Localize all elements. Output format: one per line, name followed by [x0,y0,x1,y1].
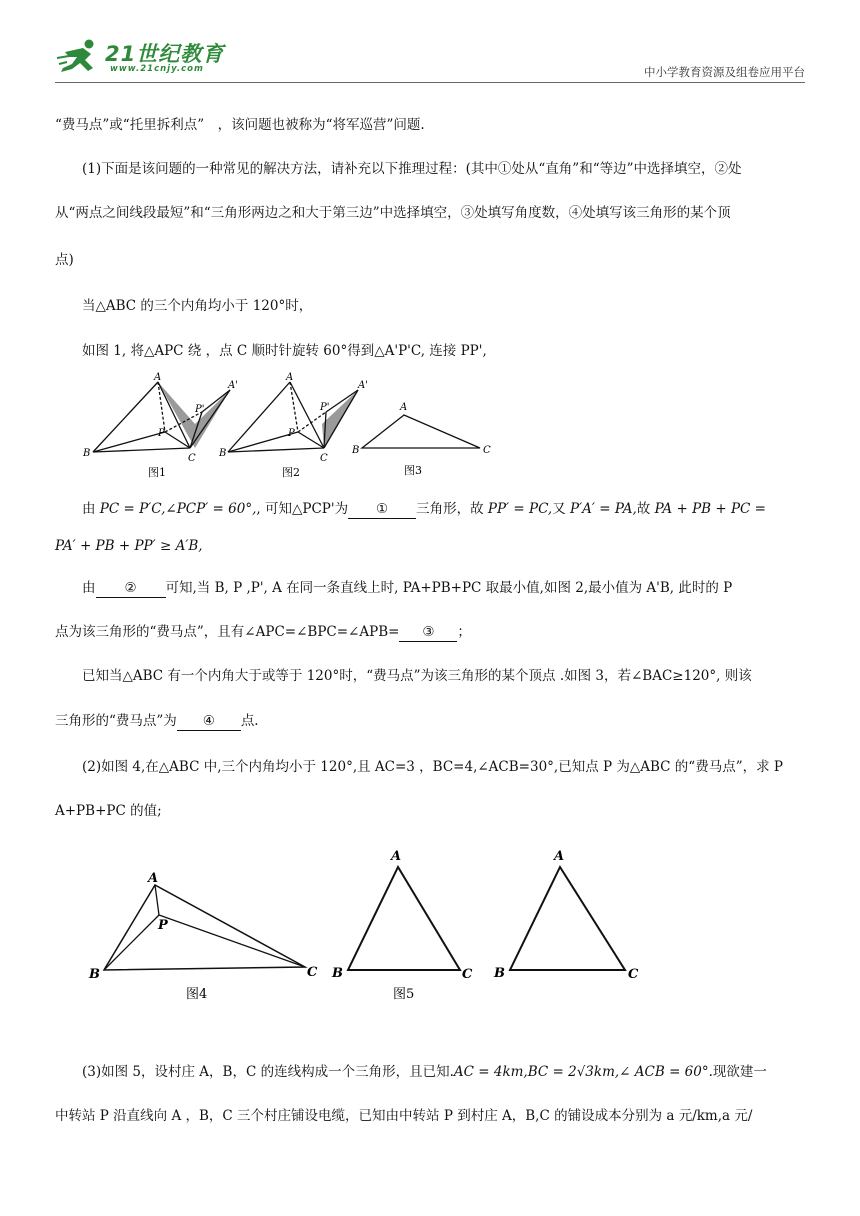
text: , 可知△PCP'为 [256,501,349,517]
fig6-label-C: C [628,967,639,982]
figure-5 [331,849,473,1002]
figures-1-3 [80,370,500,482]
page-header [55,30,805,85]
fig6-label-B: B [494,966,505,981]
header-divider [55,82,805,83]
blank-2[interactable]: ② [96,579,166,598]
fig1-label-P: P [158,428,165,439]
fig3-caption: 图3 [404,464,422,477]
header-tagline: 中小学教育资源及组卷应用平台 [644,65,805,79]
fig1-label-B: B [83,448,91,459]
intro-line: “费马点”或“托里拆利点” ，该问题也被称为“将军巡营”问题. [55,117,425,133]
math-expression: PA + PB + PC = [654,501,766,517]
fig5-label-B: B [332,966,343,981]
logo-text: 21世纪教育 [105,42,225,66]
fig3-label-B: B [352,445,360,456]
fig4-label-C: C [307,965,318,980]
blank-3[interactable]: ③ [399,623,457,642]
blank-4[interactable]: ④ [177,712,241,731]
proof-step-2: PA′ + PB + PP′ ≥ A′B, [55,538,203,554]
math-expression: P′A′ = PA, [570,501,637,517]
q1-line-3: 点) [55,252,74,268]
figure-3 [351,402,491,477]
fig2-label-A: A [286,372,294,383]
q3-line-2: 中转站 P 沿直线向 A ，B，C 三个村庄铺设电缆，已知由中转站 P 到村庄 A，B,C 的铺设成本分别为 a 元/km,a 元/ [55,1108,753,1124]
proof-step-6 [55,710,807,732]
fig4-label-P: P [158,918,168,933]
figure-unlabeled-triangle [493,849,639,982]
text: 由 [82,501,100,517]
text: 点为该三角形的“费马点”，且有∠APC=∠BPC=∠APB= [55,624,400,640]
fig2-label-C: C [320,453,328,464]
proof-step-1 [82,498,834,520]
proof-step-4 [55,621,807,643]
figure-1 [82,372,238,479]
condition-line: 当△ABC 的三个内角均小于 120°时， [82,298,313,314]
q2-line-2: A+PB+PC 的值; [55,803,162,819]
text: 故 [636,501,655,517]
fig6-label-A: A [554,849,565,864]
fig3-label-C: C [483,445,491,456]
fig1-label-P-prime: P' [195,404,205,415]
logo [55,38,235,80]
fig2-label-P: P [288,428,295,439]
fig4-caption: 图4 [186,987,208,1002]
text: ； [457,624,471,640]
math-expression: PP′ = PC, [487,501,553,517]
rotation-line: 如图 1, 将△APC 绕 ，点 C 顺时针旋转 60°得到△A'P'C, 连接 PP', [82,343,487,359]
math-expression: PC = P′C,∠PCP′ = 60°, [99,501,257,517]
fig1-caption: 图1 [148,466,166,479]
fig2-label-B: B [219,448,227,459]
text: 可知,当 B, P ,P', A 在同一条直线上时, PA+PB+PC 取最小值,如图 2,最小值为 A'B, 此时的 P [165,580,733,596]
fig1-label-A-prime: A' [228,380,238,391]
fig4-label-A: A [148,871,159,886]
text: 三角形，故 [416,501,488,517]
q1-line-1: (1)下面是该问题的一种常见的解决方法，请补充以下推理过程：(其中①处从“直角”和“等边”中选择填空，②处 [82,161,742,177]
fig3-label-A: A [400,402,408,413]
runner-logo-icon [55,38,103,76]
figures-4-5 [80,840,660,1015]
text: 由 [82,580,96,596]
math-expression: AC = 4km,BC = 2√3km,∠ ACB = 60°. [453,1064,713,1080]
rotated-region-1 [158,382,230,448]
logo-url: www.21cnjy.com [110,64,204,74]
text: (3)如图 5，设村庄 A，B，C 的连线构成一个三角形，且已知. [82,1064,454,1080]
text: 又 [552,501,571,517]
text: 点. [240,713,259,729]
figure-4 [88,871,318,1002]
figure-2 [218,372,368,479]
text: 三角形的“费马点”为 [55,713,177,729]
fig5-label-A: A [391,849,402,864]
fig5-caption: 图5 [393,987,415,1002]
fig1-label-C: C [188,453,196,464]
q2-line-1: (2)如图 4,在△ABC 中,三个内角均小于 120°,且 AC=3 ，BC=4,∠ACB=30°,已知点 P 为△ABC 的“费马点”，求 P [82,759,783,775]
q1-line-2: 从“两点之间线段最短”和“三角形两边之和大于第三边”中选择填空，③处填写角度数，④处填写该三角形的某个顶 [55,205,731,221]
proof-step-3 [82,577,834,599]
q3-line-1 [82,1061,834,1083]
blank-1[interactable]: ① [348,500,416,519]
fig2-caption: 图2 [282,466,300,479]
text: 现欲建一 [712,1064,767,1080]
fig1-label-A: A [154,372,162,383]
fig2-label-P-prime: P' [320,402,330,413]
fig2-label-A-prime: A' [358,380,368,391]
proof-step-5: 已知当△ABC 有一个内角大于或等于 120°时，“费马点”为该三角形的某个顶点 .如图 3，若∠BAC≥120°, 则该 [82,668,752,684]
fig4-label-B: B [89,967,100,982]
fig5-label-C: C [462,967,473,982]
